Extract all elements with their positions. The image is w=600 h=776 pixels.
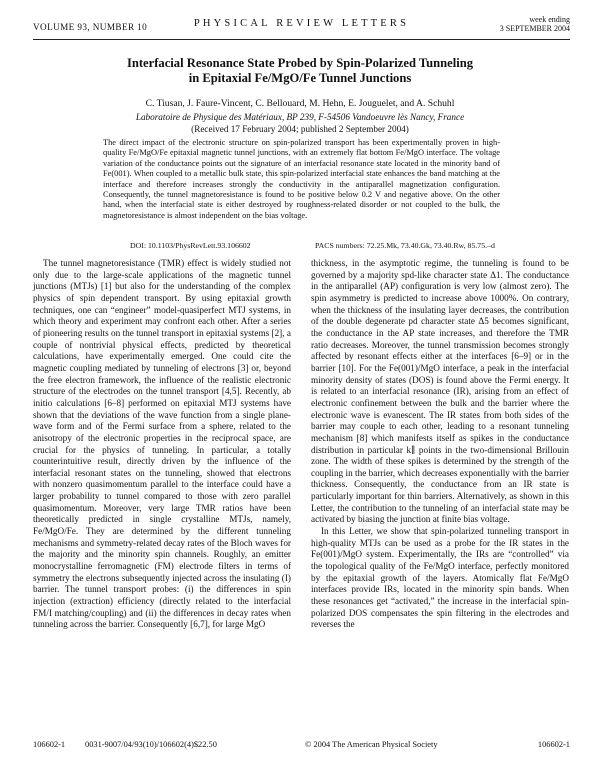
page-number-right: 106602-1 (537, 740, 570, 749)
body-paragraph: The tunnel magnetoresistance (TMR) effect is widely studied not only due to the large-scale applications of the magnetic tunnel junctions (MTJs) [1] but also for the understanding of the complex physics of spin dependent transport. By using epitaxial growth techniques, one can “engineer” model-quasiperfect MTJ systems, in which theory and experiment may confront each other. After a series of pioneering results on the tunnel transport in epitaxial systems [2], a couple of nontrivial physical effects, predicted by theoretical calculations, have experimentally emerged. One could cite the magnetic coupling mediated by tunneling of electrons [3] or, beyond the free electron framework, the influence of the realistic electronic structure of the electrodes on the tunnel transport [4,5]. Recently, ab initio calculations [6–8] performed on epitaxial MTJ systems have shown that the deviations of the wave function from a single plane-wave form and of the Fermi surface from a sphere, related to the anisotropy of the electronic properties in the reciprocal space, are crucial for the physics of tunneling. In particular, a totally counterintuitive result, directly driven by the influence of the interfacial resonant states on the tunneling, showed that electrons with nonzero quasimomentum parallel to the interface could have a larger probability to tunnel compared to those with zero parallel quasimomentum. Moreover, very large TMR ratios have been theoretically predicted in single crystalline MTJs, namely, Fe/MgO/Fe. They are determined by the different tunneling mechanisms and symmetry-related decay rates of the Bloch waves for the majority and the minority spin channels. Roughly, an emitter monocrystalline ferromagnetic (FM) electrode filters in terms of symmetry the electrons subsequently injected across the insulating (I) barrier. The tunnel transport probes: (i) the differences in spin injection (extraction) efficiency (directly related to the interfacial FM/I matching/coupling) and (ii) the differences in decay rates when tunneling across the barrier. Consequently [6,7], for large MgO (33, 258, 291, 630)
volume-number: VOLUME 93, NUMBER 10 (33, 22, 148, 32)
left-column (33, 258, 291, 631)
received-dates: (Received 17 February 2004; published 2 September 2004) (191, 124, 409, 134)
doi: DOI: 10.1103/PhysRevLett.93.106602 (130, 241, 251, 250)
right-column (311, 258, 569, 631)
paper-title (60, 56, 540, 85)
week-ending-label: week ending (529, 15, 570, 24)
page-footer (33, 740, 570, 752)
copyright: © 2004 The American Physical Society (305, 740, 438, 749)
article-code: 0031-9007/04/93(10)/106602(4)$22.50 (85, 740, 217, 749)
author-list: C. Tiusan, J. Faure-Vincent, C. Bellouard, M. Hehn, E. Jouguelet, and A. Schuhl (145, 98, 455, 109)
date-label: 3 SEPTEMBER 2004 (499, 24, 570, 33)
page-number-left: 106602-1 (33, 740, 66, 749)
title-line-1: Interfacial Resonance State Probed by Spin-Polarized Tunneling (126, 56, 474, 70)
issue-date (500, 15, 570, 33)
abstract: The direct impact of the electronic structure on spin-polarized transport has been experimentally proven in high-quality Fe/MgO/Fe epitaxial magnetic tunnel junctions, with an extremely flat bottom Fe/MgO interface. The voltage variation of the conductance points out the signature of an interfacial resonance state located in the minority band of Fe(001). When coupled to a metallic bulk state, this spin-polarized interfacial state enhances the band matching at the interface and therefore increases strongly the conductivity in the antiparallel magnetization configuration. Consequently, the tunnel magnetoresistance is found to be positive below 0.2 V and negative above. On the other hand, when the interfacial state is either destroyed by roughness-related disorder or not coupled to the bulk, the magnetoresistance is almost independent on the bias voltage. (103, 138, 500, 220)
pacs-numbers: PACS numbers: 72.25.Mk, 73.40.Gk, 73.40.Rw, 85.75.–d (315, 241, 495, 250)
header-rule (33, 39, 570, 40)
journal-name: PHYSICAL REVIEW LETTERS (193, 18, 410, 29)
running-header (33, 14, 570, 40)
body-paragraph: thickness, in the asymptotic regime, the tunneling is found to be governed by a majority spd-like character state Δ1. The conductance in the antiparallel (AP) configuration is very low (almost zero). The spin asymmetry is predicted to increase above 1000%. On contrary, when the thickness of the insulating layer decreases, the contribution of the double degenerate pd character state Δ5 becomes significant, the conductance in the AP state increases, and therefore the TMR ratio decreases. Moreover, the tunnel transmission becomes strongly affected by resonant effects either at the interfaces [6–9] or in the barrier [10]. For the Fe(001)/MgO interface, a peak in the interfacial minority density of states (DOS) is found above the Fermi energy. It is related to an interfacial resonance (IR), arising from an effect of electronic confinement between the bulk and the barrier where the electronic wave is evanescent. The IR states from both sides of the barrier may couple to each other, leading to a resonant tunneling mechanism [8] which manifests itself as spikes in the conductance distribution in particular k∥ points in the two-dimensional Brillouin zone. The width of these spikes is determined by the strength of the coupling in the barrier, which decreases exponentially with the barrier thickness. Consequently, the conductance from an IR state is particularly important for thin barriers. Alternatively, as shown in this Letter, the contribution to the tunneling of an interfacial state may be activated by biasing the junction at finite bias voltage. (311, 258, 569, 525)
body-paragraph: In this Letter, we show that spin-polarized tunneling transport in high-quality MTJs can be used as a probe for the IR states in the Fe(001)/MgO system. Experimentally, the IRs are “controlled” via the topological quality of the Fe/MgO interface, perfectly monitored by the epitaxial growth of the layers. Atomically flat Fe/MgO interfaces provide IRs, located in the minority spin bands. When these resonances get “activated,” the increase in the interfacial spin-polarized DOS compensates the spin filtering in the electrodes and reverses the (311, 526, 569, 630)
title-line-2: in Epitaxial Fe/MgO/Fe Tunnel Junctions (188, 70, 412, 85)
affiliation: Laboratoire de Physique des Matériaux, BP 239, F-54506 Vandoeuvre lès Nancy, France (135, 112, 465, 122)
